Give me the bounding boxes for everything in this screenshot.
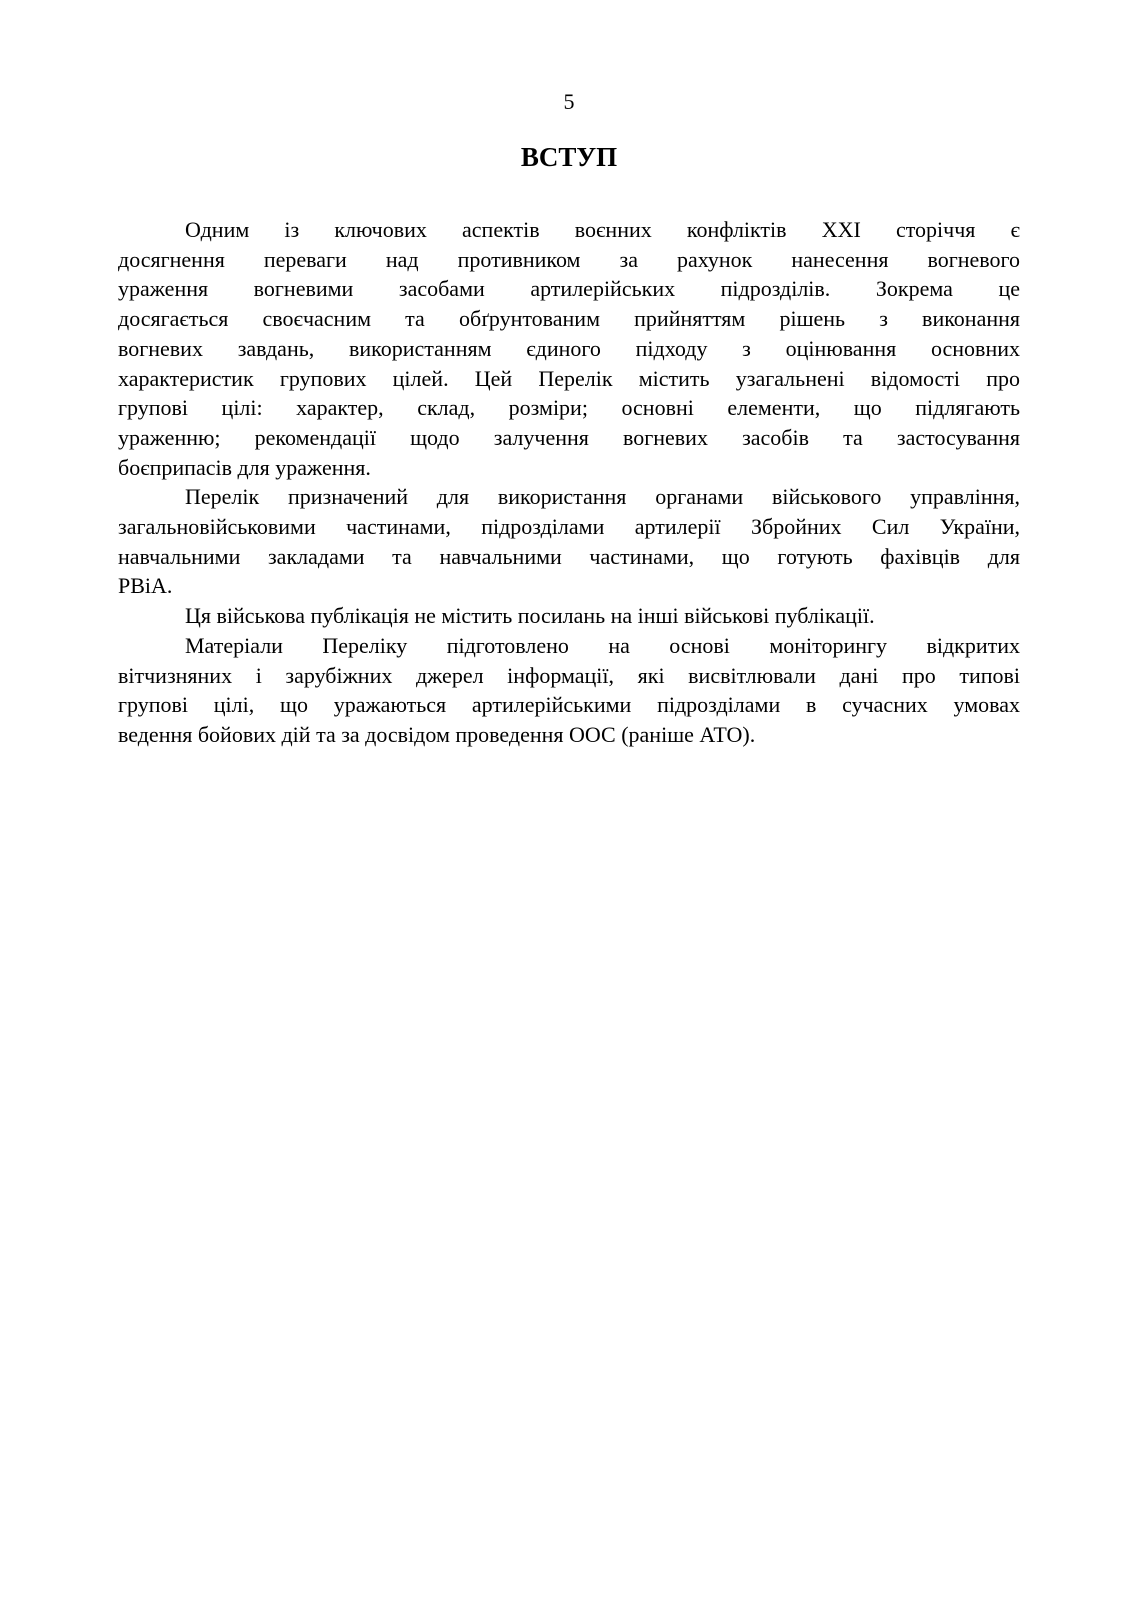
document-title: ВСТУП	[520, 142, 618, 172]
text-line: групові цілі, що уражаються артилерійськими підрозділами в сучасних умовах	[118, 692, 1020, 718]
text-line: ураження вогневими засобами артилерійських підрозділів. Зокрема це	[118, 276, 1020, 302]
text-line: характеристик групових цілей. Цей Перелік містить узагальнені відомості про	[118, 365, 1020, 391]
text-line: навчальними закладами та навчальними частинами, що готують фахівців для	[118, 543, 1020, 569]
text-line: досягнення переваги над противником за рахунок нанесення вогневого	[118, 246, 1020, 272]
text-line: Матеріали Переліку підготовлено на основі моніторингу відкритих	[185, 632, 1020, 658]
paragraph	[118, 631, 1020, 750]
text-line: групові цілі: характер, склад, розміри; основні елементи, що підлягають	[118, 395, 1020, 421]
paragraph	[118, 215, 1020, 482]
text-line: Ця військова публікація не містить посилань на інші військові публікації.	[185, 603, 875, 629]
text-line: РВіА.	[118, 573, 173, 599]
text-line: ураженню; рекомендації щодо залучення вогневих засобів та застосування	[118, 424, 1020, 450]
document-body	[118, 215, 1020, 750]
page-content	[118, 88, 1020, 750]
text-line: вогневих завдань, використанням єдиного підходу з оцінювання основних	[118, 335, 1020, 361]
paragraph	[118, 482, 1020, 601]
page-number: 5	[563, 89, 575, 114]
text-line: Одним із ключових аспектів воєнних конфліктів XXI сторіччя є	[185, 217, 1020, 242]
text-line: загальновійськовими частинами, підрозділами артилерії Збройних Сил України,	[118, 514, 1020, 540]
text-line: боєприпасів для ураження.	[118, 454, 371, 480]
paragraph	[118, 601, 1020, 631]
text-line: ведення бойових дій та за досвідом проведення ООС (раніше АТО).	[118, 721, 756, 747]
text-line: вітчизняних і зарубіжних джерел інформації, які висвітлювали дані про типові	[118, 662, 1020, 688]
text-line: Перелік призначений для використання органами військового управління,	[185, 484, 1020, 510]
text-line: досягається своєчасним та обґрунтованим прийняттям рішень з виконання	[118, 306, 1020, 332]
